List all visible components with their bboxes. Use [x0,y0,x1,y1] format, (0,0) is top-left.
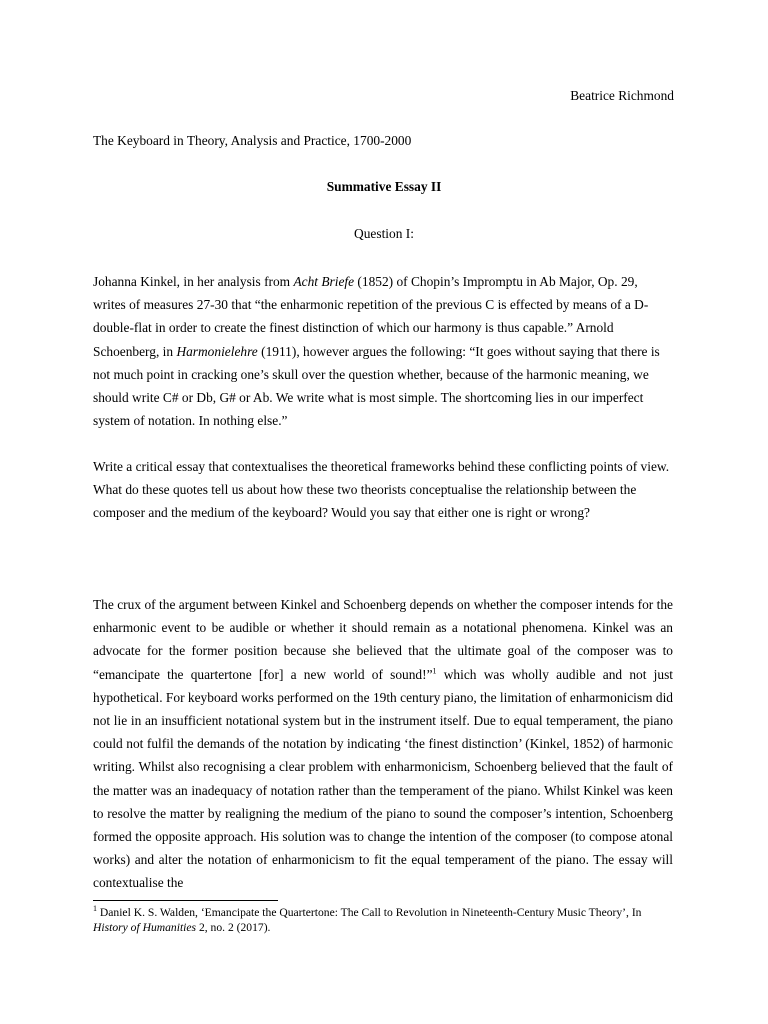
essay-prompt-paragraph: Write a critical essay that contextualises the theoretical frameworks behind these conflicting points of view. What do these quotes tell us about how these two theorists conceptualise the relationship between the composer and the medium of the keyboard? Would you say that either one is right or wrong? [93,459,670,521]
body-text-2: which was wholly audible and not just hypothetical. For keyboard works performed on the 19th century piano, the limitation of enharmonicism did not lie in an insufficient notational system but in the instrument itself. Due to equal temperament, the piano could not fulfil the demands of the notation by indicating ‘the finest distinction’ (Kinkel, 1852) of harmonic writing. Whilst also recognising a clear problem with enharmonicism, Schoenberg believed that the fault of the matter was an inadequacy of notation rather than the temperament of the piano. Whilst Kinkel was keen to resolve the matter by realigning the medium of the piano to sound the composer’s intention, Schoenberg formed the opposite approach. His solution was to change the intention of the composer (to compose atonal works) and alter the notation of enharmonicism to fit the equal temperament of the piano. The essay will contextualise the [93,666,674,891]
work-title-harmonielehre: Harmonielehre [176,343,258,359]
footnote-journal-title: History of Humanities [93,920,197,934]
author-name: Beatrice Richmond [570,88,674,103]
work-title-acht-briefe: Acht Briefe [293,274,355,289]
footnote-reference: 1 [432,666,437,676]
essay-title: Summative Essay II [326,179,442,194]
essay-body-paragraph [93,593,673,895]
question-paragraph [93,270,673,432]
question-text-1: Johanna Kinkel, in her analysis from [93,274,294,289]
course-title: The Keyboard in Theory, Analysis and Practice, 1700-2000 [93,133,412,148]
question-text-3: (1911), however argues the following: “It goes without saying that there is not much point in cracking one’s skull over the question whether, because of the harmonic meaning, we should write C# or Db, G# or Ab. We write what is most simple. The shortcoming lies in our imperfect system of notation. In nothing else.” [93,343,660,429]
footnote-text-2: 2, no. 2 (2017). [196,920,271,934]
question-heading: Question I: [354,226,414,241]
body-text-1: The crux of the argument between Kinkel and Schoenberg depends on whether the composer intends for the enharmonic event to be audible or whether it should remain as a notational phenomena. Kinkel was an advocate for the former position because she believed that the ultimate goal of the composer was to “emancipate the quartertone [for] a new world of sound!” [93,597,673,682]
footnote-divider [93,900,278,901]
question-text-2: (1852) of Chopin’s Impromptu in Ab Major, Op. 29, writes of measures 27-30 that “the enharmonic repetition of the previous C is effected by means of a D-double-flat in order to create the finest distinction of which our harmony is thus capable.” Arnold Schoenberg, in [93,274,649,359]
footnote-text-1: Daniel K. S. Walden, ‘Emancipate the Quartertone: The Call to Revolution in Nineteenth-Century Music Theory’, In [97,906,642,919]
footnote [93,906,673,935]
footnote-number: 1 [93,904,97,914]
